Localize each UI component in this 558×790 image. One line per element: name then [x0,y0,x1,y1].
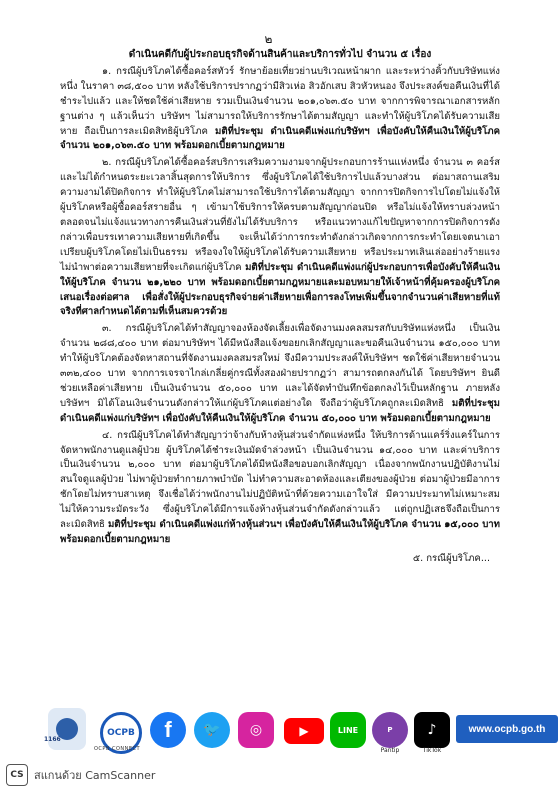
resolution-text: มติที่ประชุม ดำเนินคดีแพ่งแก่ผู้ประกอบการเพื่อบังคับให้คืนเงินให้ผู้บริโภค จำนวน ๒๑,๒๒๐ บาท พร้อมดอกเบี้ยตามกฎหมายและมอบหมายให้เจ้าหน้าที่คุ้มครองผู้บริโภคเสนอเรื่องต่อศาล เพื่อสั่งให้ผู้ประกอบธุรกิจจ่ายค่าเสียหายเพื่อการลงโทษเพิ่มขึ้นจากจำนวนค่าเสียหายที่แท้จริงที่ศาลกำหนดได้ตามที่เห็นสมควรด้วย [60,261,500,318]
page-number: ๒ [264,32,273,46]
case-paragraph-3 [60,322,500,426]
website-url[interactable]: www.ocpb.go.th [456,715,558,743]
line-icon[interactable]: LINE [330,712,366,748]
mascot-icon [48,708,86,750]
resolution-text: มติที่ประชุม ดำเนินคดีแพ่งแก่บริษัทฯ เพื่อบังคับให้คืนเงินให้ผู้บริโภค จำนวน ๒๐๑,๐๖๓.๕๐ บาท พร้อมดอกเบี้ยตามกฎหมาย [60,125,500,152]
case-text: ๓. กรณีผู้บริโภคได้ทำสัญญาจองห้องจัดเลี้ยงเพื่อจัดงานมงคลสมรสกับบริษัทแห่งหนึ่ง เป็นเงินจำนวน ๒๘๘,๔๐๐ บาท ต่อมาบริษัทฯ ได้มีหนังสือแจ้งขอยกเลิกสัญญาและขอคืนเงินจำนวน ๑๕๐,๐๐๐ บาท ทำให้ผู้บริโภคต้องจัดหาสถานที่จัดงานมงคลสมรสใหม่ จึงมีความประสงค์ให้บริษัทฯ ชดใช้ค่าเสียหายจำนวน ๓๓๒,๔๐๐ บาท จากการเจรจาไกล่เกลี่ยคู่กรณีทั้งสองฝ่ายปรากฏว่า สามารถตกลงกันได้ โดยบริษัทฯ ยินดีช่วยเหลือค่าเสียหาย เป็นเงินจำนวน ๕๐,๐๐๐ บาท และได้จัดทำบันทึกข้อตกลงไว้เป็นหลักฐาน ภายหลังบริษัทฯ มิได้โอนเงินจำนวนดังกล่าวให้แก่ผู้บริโภคแต่อย่างใด จึงถือว่าผู้บริโภคถูกละเมิดสิทธิ [60,323,500,409]
case-text: ๔. กรณีผู้บริโภคได้ทำสัญญาว่าจ้างกับห้างหุ้นส่วนจำกัดแห่งหนึ่ง ให้บริการด้านแคร์ริ่งแคร์ในการจัดหาพนักงานดูแลผู้ป่วย ผู้บริโภคได้ชำระเงินมัดจำล่วงหน้า เป็นเงินจำนวน ๑๔,๐๐๐ บาท และค่าบริการ เป็นเงินจำนวน ๒,๐๐๐ บาท ต่อมาผู้บริโภคได้มีหนังสือขอบอกเลิกสัญญา เนื่องจากพนักงานปฏิบัติงานไม่สนใจดูแลผู้ป่วย ไม่พาผู้ป่วยทำกายภาพบำบัด ไม่ทำความสะอาดห้องและเตียงของผู้ป่วย ต่อมาผู้ป่วยมีอาการชักโดยไม่ทราบสาเหตุ จึงเชื่อได้ว่าพนักงานไม่ปฏิบัติหน้าที่ด้วยความเอาใจใส่ มีความประมาทไม่เหมาะสม ไม่ให้ความระมัดระวัง ซึ่งผู้บริโภคได้มีการแจ้งห้างหุ้นส่วนจำกัดดังกล่าวแล้ว แต่ถูกปฏิเสธจึงถือเป็นการละเมิดสิทธิ [60,429,500,531]
resolution-text: มติที่ประชุม ดำเนินคดีแพ่งแก่บริษัทฯ เพื่อบังคับให้คืนเงินให้ผู้บริโภค จำนวน ๕๐,๐๐๐ บาท พร้อมดอกเบี้ยตามกฎหมาย [60,397,500,424]
pantip-icon[interactable]: P [372,712,408,748]
twitter-icon[interactable]: 🐦 [194,712,230,748]
camscanner-icon: CS [6,764,28,786]
case-paragraph-2 [60,156,500,320]
document-heading: ดำเนินคดีกับผู้ประกอบธุรกิจด้านสินค้าและบริการทั่วไป จำนวน ๕ เรื่อง [128,49,432,60]
document-body [60,48,500,567]
youtube-icon[interactable]: ▶ [284,718,324,744]
ocpb-caption: OCPB CONNECT [94,746,141,752]
ocpb-logo-icon: OCPB [100,712,142,754]
pantip-caption: Pantip [380,747,400,754]
resolution-text: มติที่ประชุม ดำเนินคดีแพ่งแก่ห้างหุ้นส่วนฯ เพื่อบังคับให้คืนเงินให้ผู้บริโภค จำนวน ๑๕,๐๐๐ บาท พร้อมดอกเบี้ยตามกฎหมาย [60,519,501,545]
continuation-marker: ๕. กรณีผู้บริโภค... [412,552,490,564]
facebook-icon[interactable]: f [150,712,186,748]
hotline-number: 1166 [44,736,61,743]
case-paragraph-1 [60,65,500,154]
case-paragraph-4 [60,429,500,548]
tiktok-caption: TikTok [422,747,442,754]
footer-banner [44,706,546,754]
camscanner-text: สแกนด้วย CamScanner [34,769,156,782]
case-text: ๒. กรณีผู้บริโภคได้ซื้อคอร์สบริการเสริมความงามจากผู้ประกอบการร้านแห่งหนึ่ง จำนวน ๓ คอร์ส และไม่ได้กำหนดระยะเวลาสิ้นสุดการให้บริการ ซึ่งผู้บริโภคได้ใช้บริการไปแล้วบางส่วน ต่อมาสถานเสริมความงามได้ปิดกิจการ ทำให้ผู้บริโภคไม่สามารถใช้บริการได้ตามสัญญา จากการปิดกิจการไปโดยไม่แจ้งให้ผู้บริโภคหรือผู้ซื้อคอร์สรายอื่น ๆ เข้ามาใช้บริการให้ครบตามสัญญาก่อนปิด หรือไม่แจ้งให้ทราบล่วงหน้า ตลอดจนไม่แจ้งแนวทางการคืนเงินส่วนที่ยังไม่ได้รับบริการ หรือแนวทางแก้ไขปัญหาจากการปิดกิจการดังกล่าวเพื่อบรรเทาความเสียหายที่เกิดขึ้น จะเห็นได้ว่าการกระทำดังกล่าวเกิดจากการกระทำโดยเจตนาเอาเปรียบผู้บริโภคโดยไม่เป็นธรรม หรือจงใจให้ผู้บริโภคได้รับความเสียหาย หรือประมาทเลินเล่ออย่างร้ายแรง ไม่นำพาต่อความเสียหายที่จะเกิดแก่ผู้บริโภค [60,157,500,273]
camscanner-watermark [6,764,155,786]
instagram-icon[interactable]: ◎ [238,712,274,748]
case-text: ๑. กรณีผู้บริโภคได้ซื้อคอร์สทัวร์ รักษาย้อยเที่ยวย่านบริเวณหน้าผาก และระหว่างคิ้วกับบริษัทแห่งหนึ่ง ในราคา ๓๘,๕๐๐ บาท หลังใช้บริการปรากฏว่ามีสิวเห่อ สิวอักเสบ สิวหัวหนอง จึงประสงค์ขอคืนเงินที่ได้ชำระไปแล้ว และให้ชดใช้ค่าเสียหาย รวมเป็นเงินจำนวน ๒๐๑,๐๖๓.๕๐ บาท จากการพิจารณาเอกสารหลักฐานต่าง ๆ แล้วเห็นว่า บริษัทฯ ไม่สามารถให้บริการรักษาได้ตามสัญญา และทำให้ผู้บริโภคได้รับความเสียหาย ถือเป็นการละเมิดสิทธิผู้บริโภค [60,65,500,137]
tiktok-icon[interactable]: ♪ [414,712,450,748]
